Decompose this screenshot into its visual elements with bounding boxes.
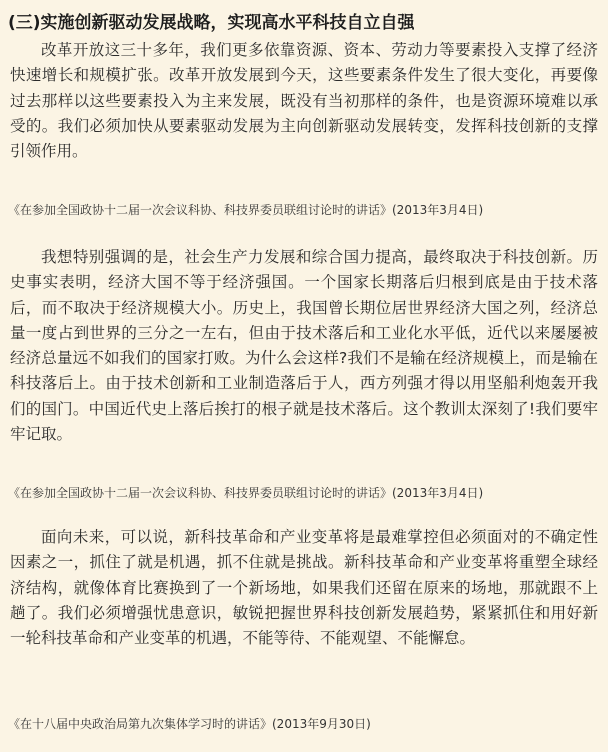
source-citation-3: 《在十八届中央政治局第九次集体学习时的讲话》(2013年9月30日) [8, 717, 371, 731]
source-citation-1: 《在参加全国政协十二届一次会议科协、科技界委员联组讨论时的讲话》(2013年3月4日) [8, 203, 484, 217]
paragraph-3: 面向未来，可以说，新科技革命和产业变革将是最难掌控但必须面对的不确定性因素之一，抓住了就是机遇，抓不住就是挑战。新科技革命和产业变革将重塑全球经济结构，就像体育比赛换到了一个新场地，如果我们还留在原来的场地，那就跟不上趟了。我们必须增强忧患意识，敏锐把握世界科技创新发展趋势，紧紧抓住和用好新一轮科技革命和产业变革的机遇，不能等待、不能观望、不能懈怠。 [10, 528, 598, 648]
source-citation-2: 《在参加全国政协十二届一次会议科协、科技界委员联组讨论时的讲话》(2013年3月4日) [8, 486, 484, 500]
paragraph-2: 我想特别强调的是，社会生产力发展和综合国力提高，最终取决于科技创新。历史事实表明，经济大国不等于经济强国。一个国家长期落后归根到底是由于技术落后，而不取决于经济规模大小。历史上，我国曾长期位居世界经济大国之列，经济总量一度占到世界的三分之一左右，但由于技术落后和工业化水平低，近代以来屡屡被经济总量远不如我们的国家打败。为什么会这样?我们不是输在经济规模上，而是输在科技落后上。由于技术创新和工业制造落后于人，西方列强才得以用坚船利炮轰开我们的国门。中国近代史上落后挨打的根子就是技术落后。这个教训太深刻了!我们要牢牢记取。 [10, 248, 598, 444]
section-heading: (三)实施创新驱动发展战略，实现高水平科技自立自强 [8, 13, 415, 33]
paragraph-1: 改革开放这三十多年，我们更多依靠资源、资本、劳动力等要素投入支撑了经济快速增长和规模扩张。改革开放发展到今天，这些要素条件发生了很大变化，再要像过去那样以这些要素投入为主来发展，既没有当初那样的条件，也是资源环境难以承受的。我们必须加快从要素驱动发展为主向创新驱动发展转变，发挥科技创新的支撑引领作用。 [10, 41, 598, 161]
